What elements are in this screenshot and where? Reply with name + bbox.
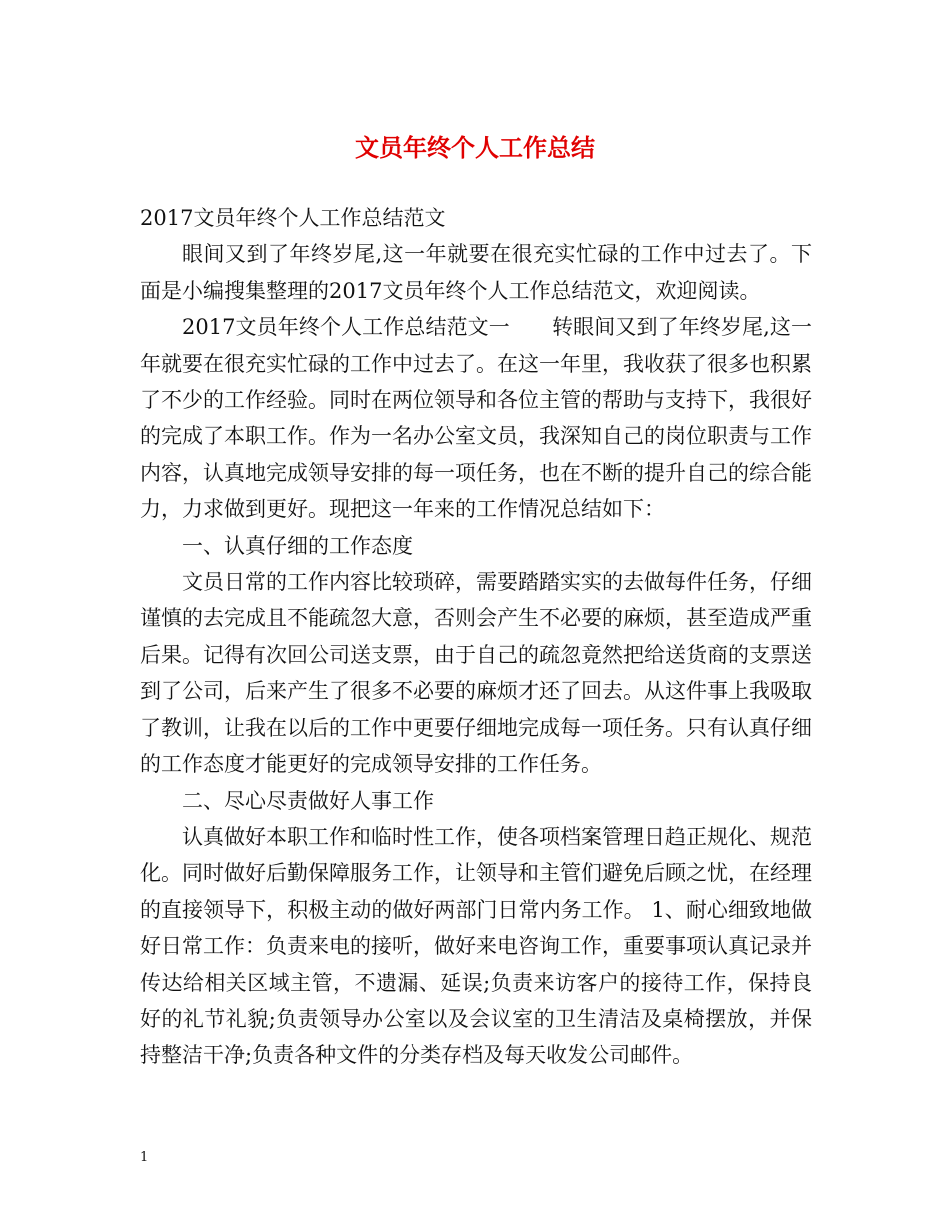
paragraph-sample-one: 2017文员年终个人工作总结范文一 转眼间又到了年终岁尾,这一年就要在很充实忙碌的工作中过去了。在这一年里，我收获了很多也积累了不少的工作经验。同时在两位领导和各位主管的帮助与支持下，我很好的完成了本职工作。作为一名办公室文员，我深知自己的岗位职责与工作内容，认真地完成领导安排的每一项任务，也在不断的提升自己的综合能力，力求做到更好。现把这一年来的工作情况总结如下： (140, 315, 812, 522)
paragraph-subtitle: 2017文员年终个人工作总结范文 (140, 206, 446, 230)
section-heading-one: 一、认真仔细的工作态度 (182, 533, 413, 558)
page-number: 1 (140, 1150, 149, 1165)
paragraph-section-one: 文员日常的工作内容比较琐碎，需要踏踏实实的去做每件任务，仔细谨慎的去完成且不能疏忽大意，否则会产生不必要的麻烦，甚至造成严重后果。记得有次回公司送支票，由于自己的疏忽竟然把给送货商的支票送到了公司，后来产生了很多不必要的麻烦才还了回去。从这件事上我吸取了教训，让我在以后的工作中更要仔细地完成每一项任务。只有认真仔细的工作态度才能更好的完成领导安排的工作任务。 (140, 570, 812, 777)
section-heading-two: 二、尽心尽责做好人事工作 (182, 788, 434, 813)
paragraph-intro: 眼间又到了年终岁尾,这一年就要在很充实忙碌的工作中过去了。下面是小编搜集整理的2017文员年终个人工作总结范文，欢迎阅读。 (140, 242, 812, 303)
paragraph-section-two: 认真做好本职工作和临时性工作，使各项档案管理日趋正规化、规范化。同时做好后勤保障服务工作，让领导和主管们避免后顾之忧，在经理的直接领导下，积极主动的做好两部门日常内务工作。 1、耐心细致地做好日常工作：负责来电的接听，做好来电咨询工作，重要事项认真记录并传达给相关区域主管，不遗漏、延误;负责来访客户的接待工作，保持良好的礼节礼貌;负责领导办公室以及会议室的卫生清洁及桌椅摆放，并保持整洁干净;负责各种文件的分类存档及每天收发公司邮件。 (140, 824, 812, 1068)
document-title: 文员年终个人工作总结 (355, 133, 595, 162)
document-body (140, 200, 812, 1074)
